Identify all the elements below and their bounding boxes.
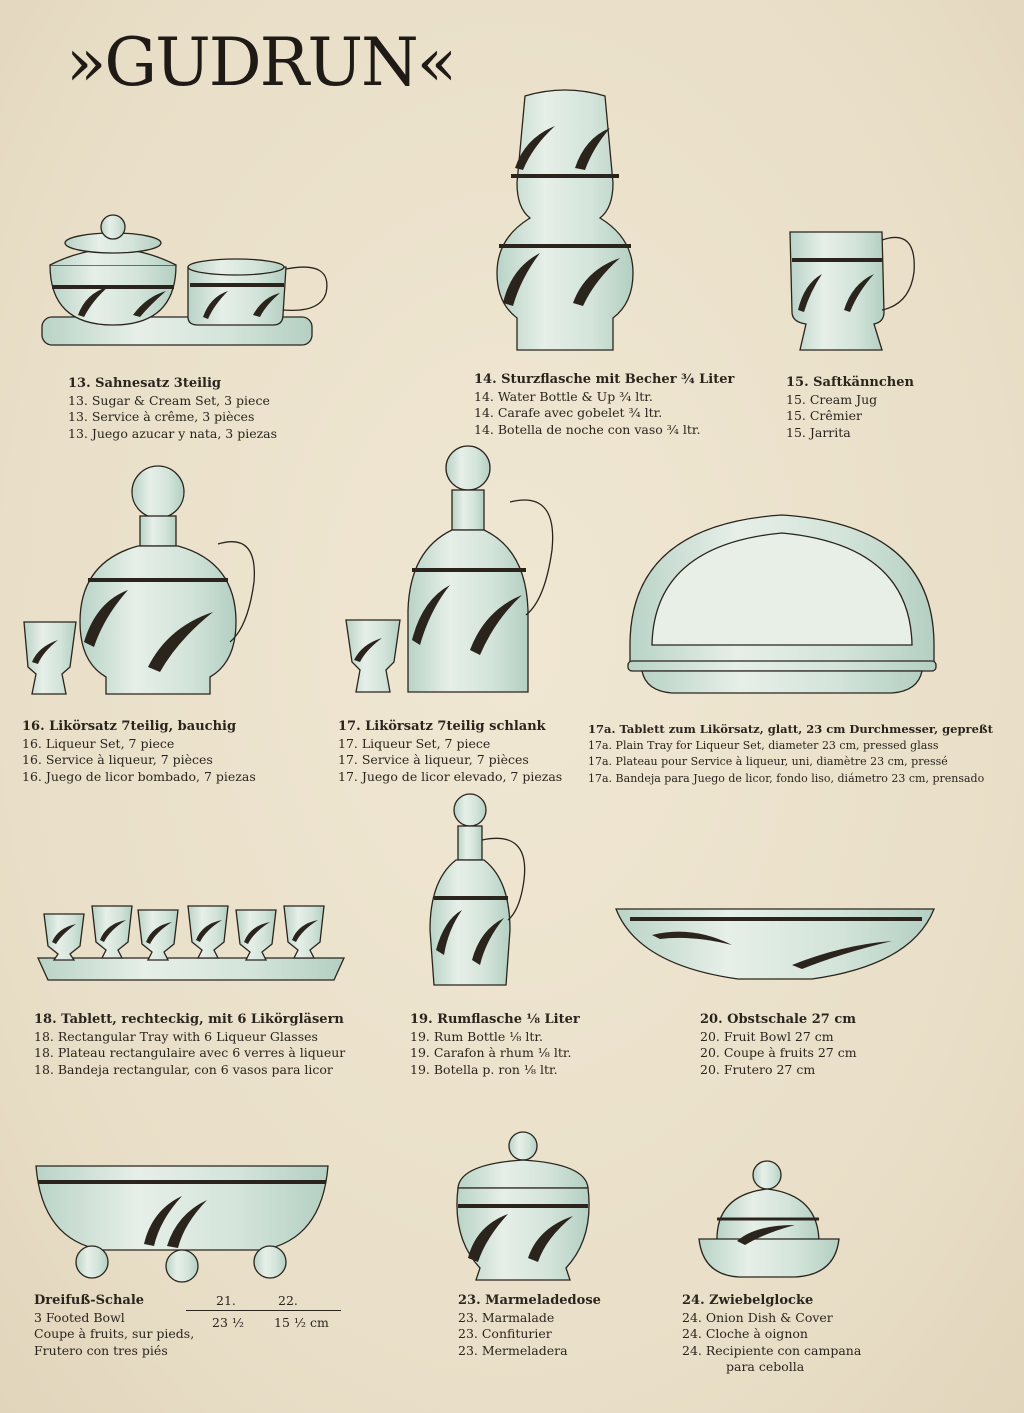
caption-21-de: Dreifuß-Schale [34,1293,145,1308]
size-table [186,1293,346,1333]
caption-24-es-cont: para cebolla [726,1359,805,1374]
onion-dish-illustration [695,1155,845,1285]
caption-19-en: 19. Rum Bottle ⅛ ltr. [410,1028,543,1044]
caption-16-fr: 16. Service à liqueur, 7 pièces [22,752,213,767]
caption-17-en: 17. Liqueur Set, 7 piece [338,735,491,751]
caption-15-de: 15. Saftkännchen [786,375,914,390]
caption-21-fr: Coupe à fruits, sur pieds, [34,1326,195,1341]
caption-24-fr: 24. Cloche à oignon [682,1326,808,1341]
caption-24 [682,1293,861,1376]
caption-23 [458,1293,601,1359]
size-val-21: 23 ½ [212,1315,244,1330]
liqueur-tray-illustration [622,505,942,700]
caption-16-de: 16. Likörsatz 7teilig, bauchig [22,719,237,734]
caption-19-fr: 19. Carafon à rhum ⅛ ltr. [410,1045,572,1060]
sugar-cream-set-illustration [38,205,338,355]
caption-23-fr: 23. Confiturier [458,1326,552,1341]
caption-21-22 [34,1293,194,1359]
caption-16-es: 16. Juego de licor bombado, 7 piezas [22,768,256,784]
caption-15-es: 15. Jarrita [786,424,851,440]
caption-19 [410,1012,580,1078]
caption-18-en: 18. Rectangular Tray with 6 Liqueur Glasses [34,1028,318,1044]
marmalade-jar-illustration [448,1128,598,1288]
caption-17-de: 17. Likörsatz 7teilig schlank [338,719,546,734]
caption-13-es: 13. Juego azucar y nata, 3 piezas [68,425,278,441]
caption-17a-de: 17a. Tablett zum Likörsatz, glatt, 23 cm Durchmesser, gepreßt [588,722,993,736]
caption-20-en: 20. Fruit Bowl 27 cm [700,1028,834,1044]
caption-17a [588,721,993,787]
size-col-22: 22. [278,1293,298,1308]
caption-18-fr: 18. Plateau rectangulaire avec 6 verres à liqueur [34,1045,346,1060]
caption-20-es: 20. Frutero 27 cm [700,1061,816,1077]
caption-21-en: 3 Footed Bowl [34,1309,125,1325]
page-title: »GUDRUN« [66,24,456,101]
caption-17a-es: 17a. Bandeja para Juego de licor, fondo liso, diámetro 23 cm, prensado [588,771,985,785]
caption-20-de: 20. Obstschale 27 cm [700,1012,857,1027]
caption-15-fr: 15. Crêmier [786,408,863,423]
caption-13-fr: 13. Service à crême, 3 pièces [68,409,255,424]
caption-21-es: Frutero con tres piés [34,1342,168,1358]
cream-jug-illustration [782,222,922,357]
caption-14-en: 14. Water Bottle & Up ¾ ltr. [474,388,653,404]
liqueur-set-bulbous-illustration [18,462,268,702]
caption-23-de: 23. Marmeladedose [458,1293,601,1308]
caption-20 [700,1012,857,1078]
caption-24-es: 24. Recipiente con campana [682,1342,862,1358]
caption-16 [22,719,256,785]
caption-13-de: 13. Sahnesatz 3teilig [68,376,222,391]
caption-14-es: 14. Botella de noche con vaso ¾ ltr. [474,421,701,437]
caption-18-es: 18. Bandeja rectangular, con 6 vasos para licor [34,1061,333,1077]
caption-23-es: 23. Mermeladera [458,1342,568,1358]
size-val-22: 15 ½ cm [274,1315,329,1330]
caption-24-en: 24. Onion Dish & Cover [682,1309,833,1325]
water-bottle-illustration [485,88,645,358]
caption-14-fr: 14. Carafe avec gobelet ¾ ltr. [474,405,663,420]
size-table-rule [186,1310,341,1311]
rum-bottle-illustration [420,790,540,990]
caption-17a-en: 17a. Plain Tray for Liqueur Set, diameter 23 cm, pressed glass [588,738,939,752]
caption-18-de: 18. Tablett, rechteckig, mit 6 Likörgläsern [34,1012,344,1027]
rectangular-tray-glasses-illustration [34,898,349,993]
caption-15-en: 15. Cream Jug [786,391,878,407]
caption-17 [338,719,562,785]
caption-24-de: 24. Zwiebelglocke [682,1293,814,1308]
caption-17-es: 17. Juego de licor elevado, 7 piezas [338,768,563,784]
caption-23-en: 23. Marmalade [458,1309,555,1325]
caption-14 [474,372,734,438]
caption-17a-fr: 17a. Plateau pour Service à liqueur, uni, diamètre 23 cm, pressé [588,755,948,768]
caption-16-en: 16. Liqueur Set, 7 piece [22,735,175,751]
fruit-bowl-illustration [612,905,938,987]
caption-19-es: 19. Botella p. ron ⅛ ltr. [410,1061,558,1077]
caption-13-en: 13. Sugar & Cream Set, 3 piece [68,392,270,408]
caption-18 [34,1012,345,1078]
caption-20-fr: 20. Coupe à fruits 27 cm [700,1045,857,1060]
caption-17-fr: 17. Service à liqueur, 7 pièces [338,752,529,767]
caption-13 [68,376,277,442]
liqueur-set-slim-illustration [340,440,570,700]
caption-15 [786,375,914,441]
size-col-21: 21. [216,1293,236,1308]
caption-19-de: 19. Rumflasche ⅛ Liter [410,1012,580,1027]
caption-14-de: 14. Sturzflasche mit Becher ¾ Liter [474,372,735,387]
footed-bowl-illustration [32,1160,332,1285]
